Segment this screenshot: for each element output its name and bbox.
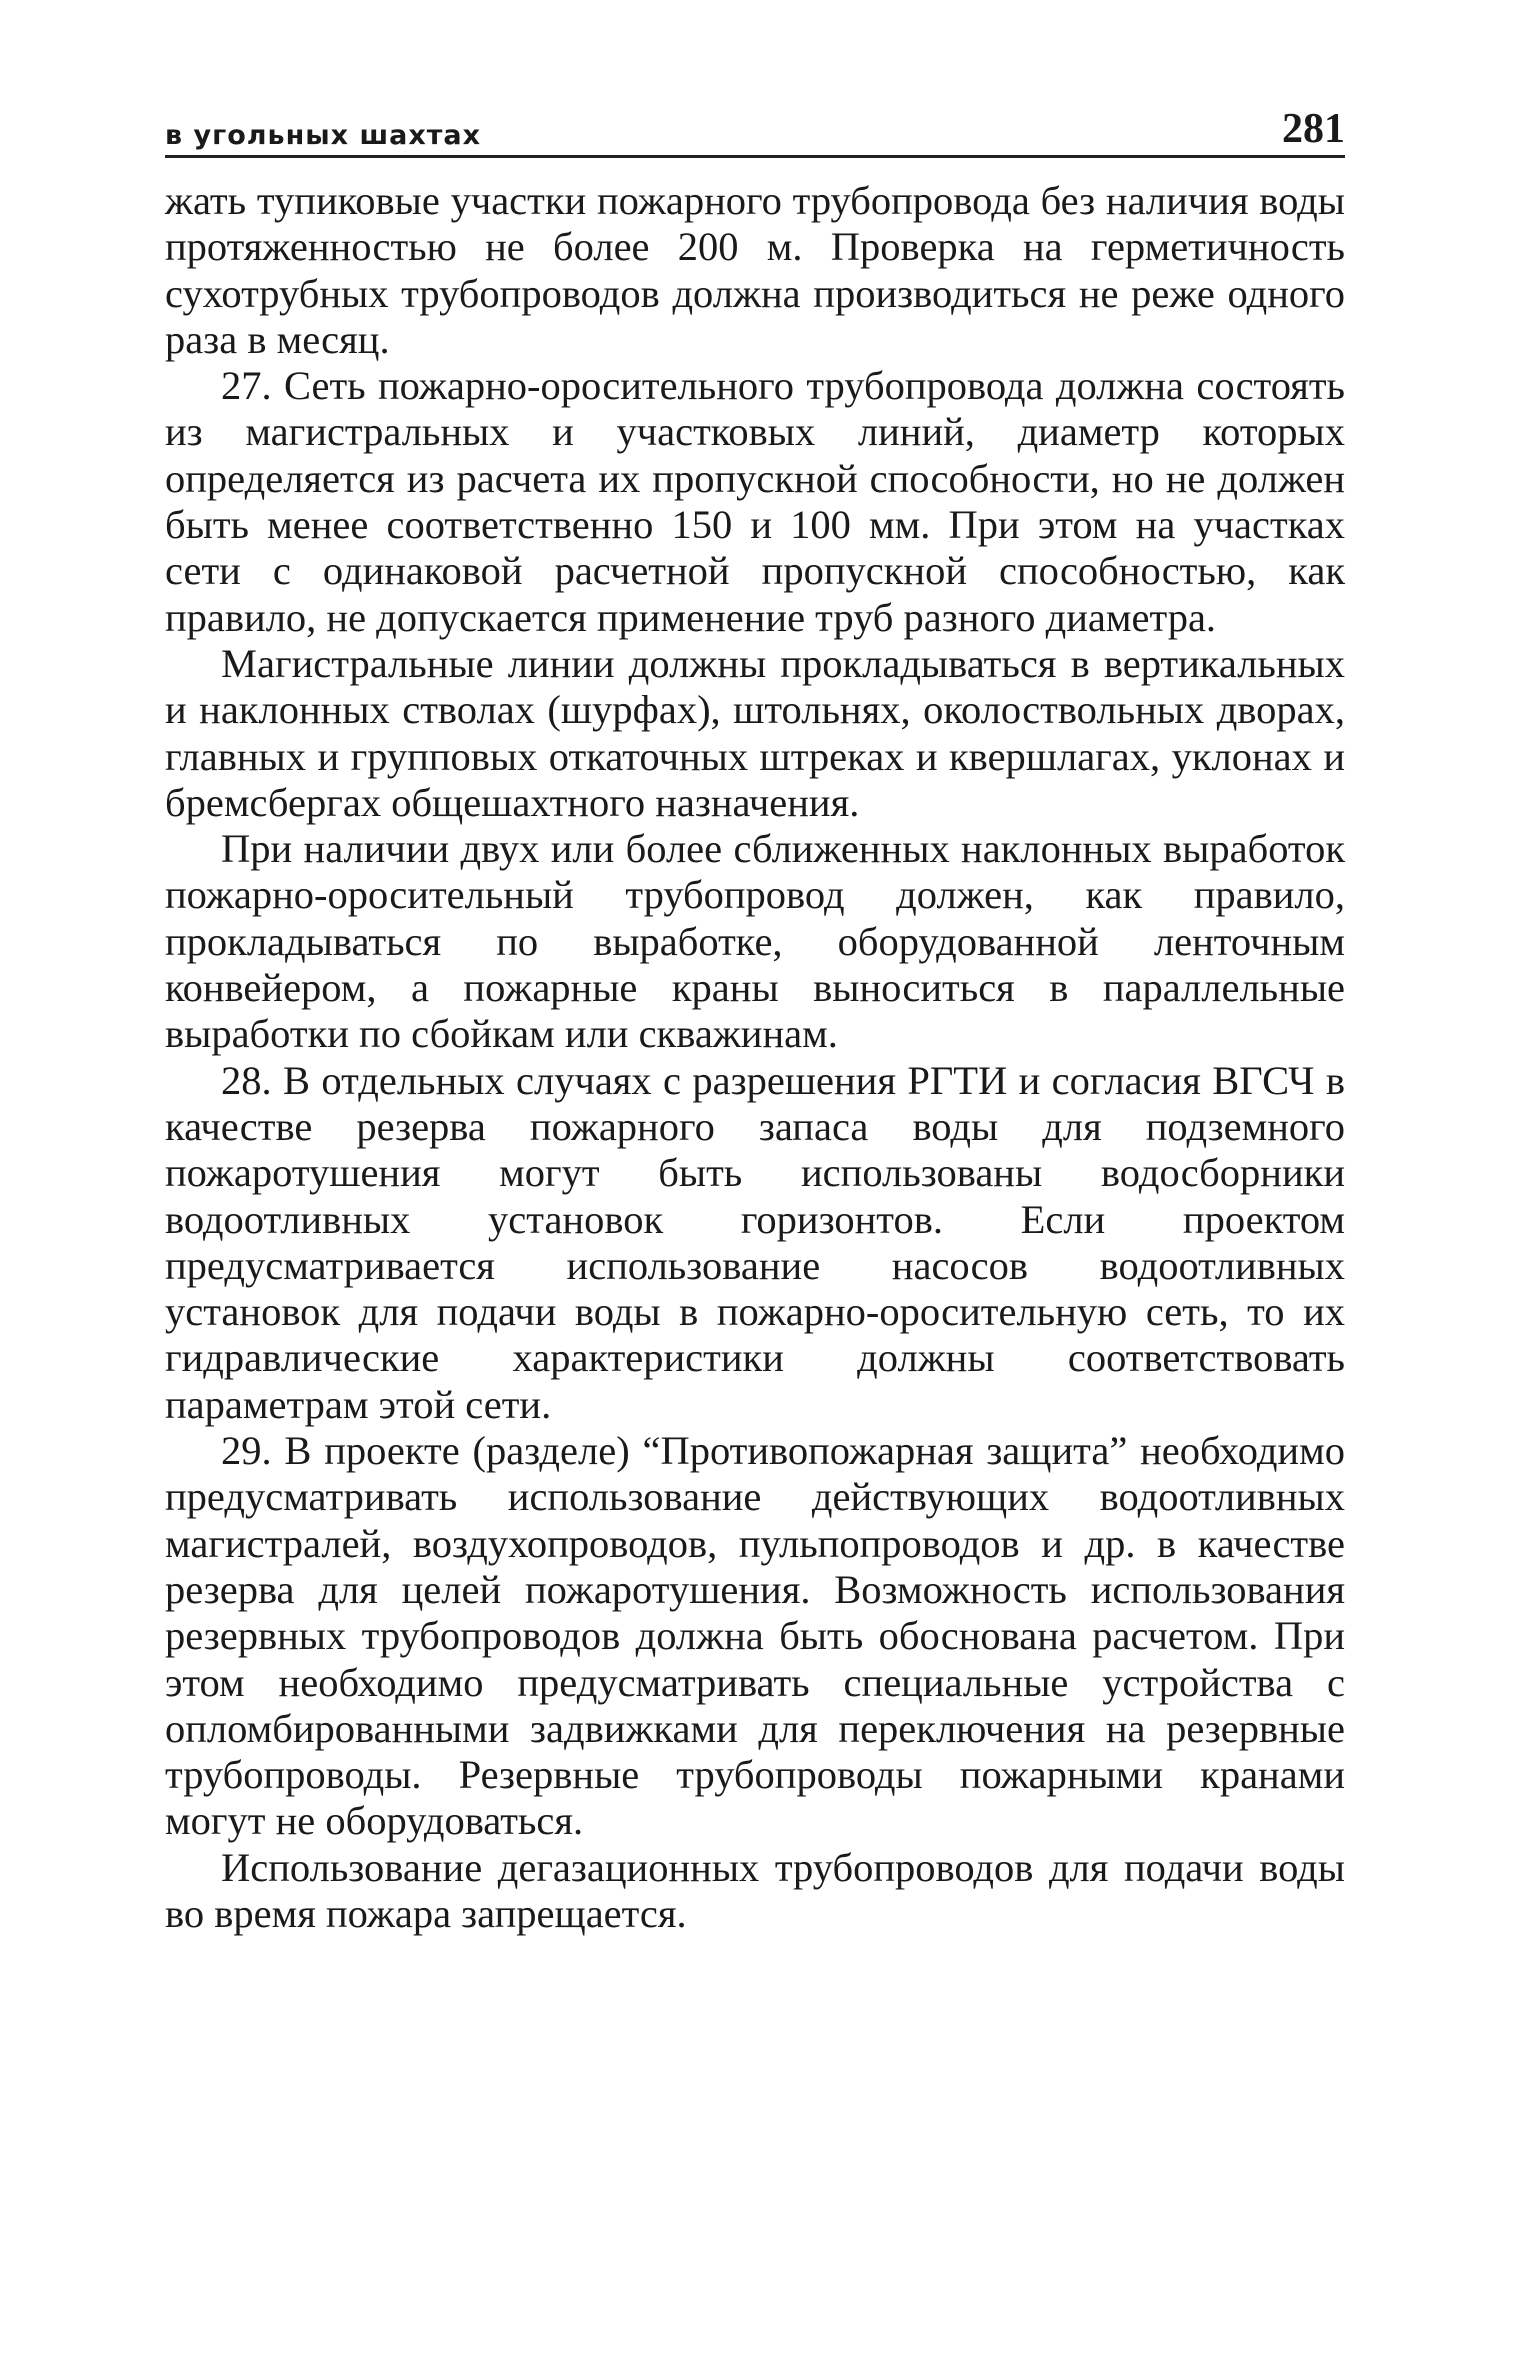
body-text — [165, 178, 1345, 1937]
paragraph-continuation: жать тупиковые участки пожарного трубопровода без наличия воды протяженностью не более 200 м. Проверка на герметичность сухотрубных трубопроводов должна производиться не реже одного раза в месяц. — [165, 178, 1345, 362]
paragraph-item-27: 27. Сеть пожарно-оросительного трубопровода должна состоять из магистральных и участковых линий, диаметр которых определяется из расчета их пропускной способности, но не должен быть менее соответственно 150 и 100 мм. При этом на участках сети с одинаковой расчетной пропускной способностью, как правило, не допускается применение труб разного диаметра. — [165, 363, 1345, 640]
page-number: 281 — [1282, 106, 1345, 152]
paragraph-main-lines: Магистральные линии должны прокладываться в вертикальных и наклонных стволах (шурфах), штольнях, околоствольных дворах, главных и групповых откаточных штреках и квершлагах, уклонах и бремсбергах общешахтного назначения. — [165, 640, 1345, 825]
paragraph-item-28: 28. В отдельных случаях с разрешения РГТИ и согласия ВГСЧ в качестве резерва пожарного запаса воды для подземного пожаротушения могут быть использованы водосборники водоотливных установок горизонтов. Если проектом предусматривается использование насосов водоотливных установок для подачи воды в пожарно-оросительную сеть, то их гидравлические характеристики должны соответствовать параметрам этой сети. — [165, 1057, 1345, 1427]
book-page — [165, 105, 1345, 1937]
paragraph-inclined-workings: При наличии двух или более сближенных наклонных выработок пожарно-оросительный трубопровод должен, как правило, прокладываться по выработке, оборудованной ленточным конвейером, а пожарные краны выноситься в параллельные выработки по сбойкам или скважинам. — [165, 826, 1345, 1057]
paragraph-item-29: 29. В проекте (разделе) “Противопожарная защита” необходимо предусматривать использование действующих водоотливных магистралей, воздухопроводов, пульпопроводов и др. в качестве резерва для целей пожаротушения. Возможность использования резервных трубопроводов должна быть обоснована расчетом. При этом необходимо предусматривать специальные устройства с опломбированными задвижками для переключения на резервные трубопроводы. Резервные трубопроводы пожарными кранами могут не оборудоваться. — [165, 1428, 1345, 1844]
paragraph-degassing-prohibition: Использование дегазационных трубопроводов для подачи воды во время пожара запрещается. — [165, 1844, 1345, 1936]
running-head — [165, 105, 1345, 158]
running-title: в угольных шахтах — [165, 120, 482, 151]
